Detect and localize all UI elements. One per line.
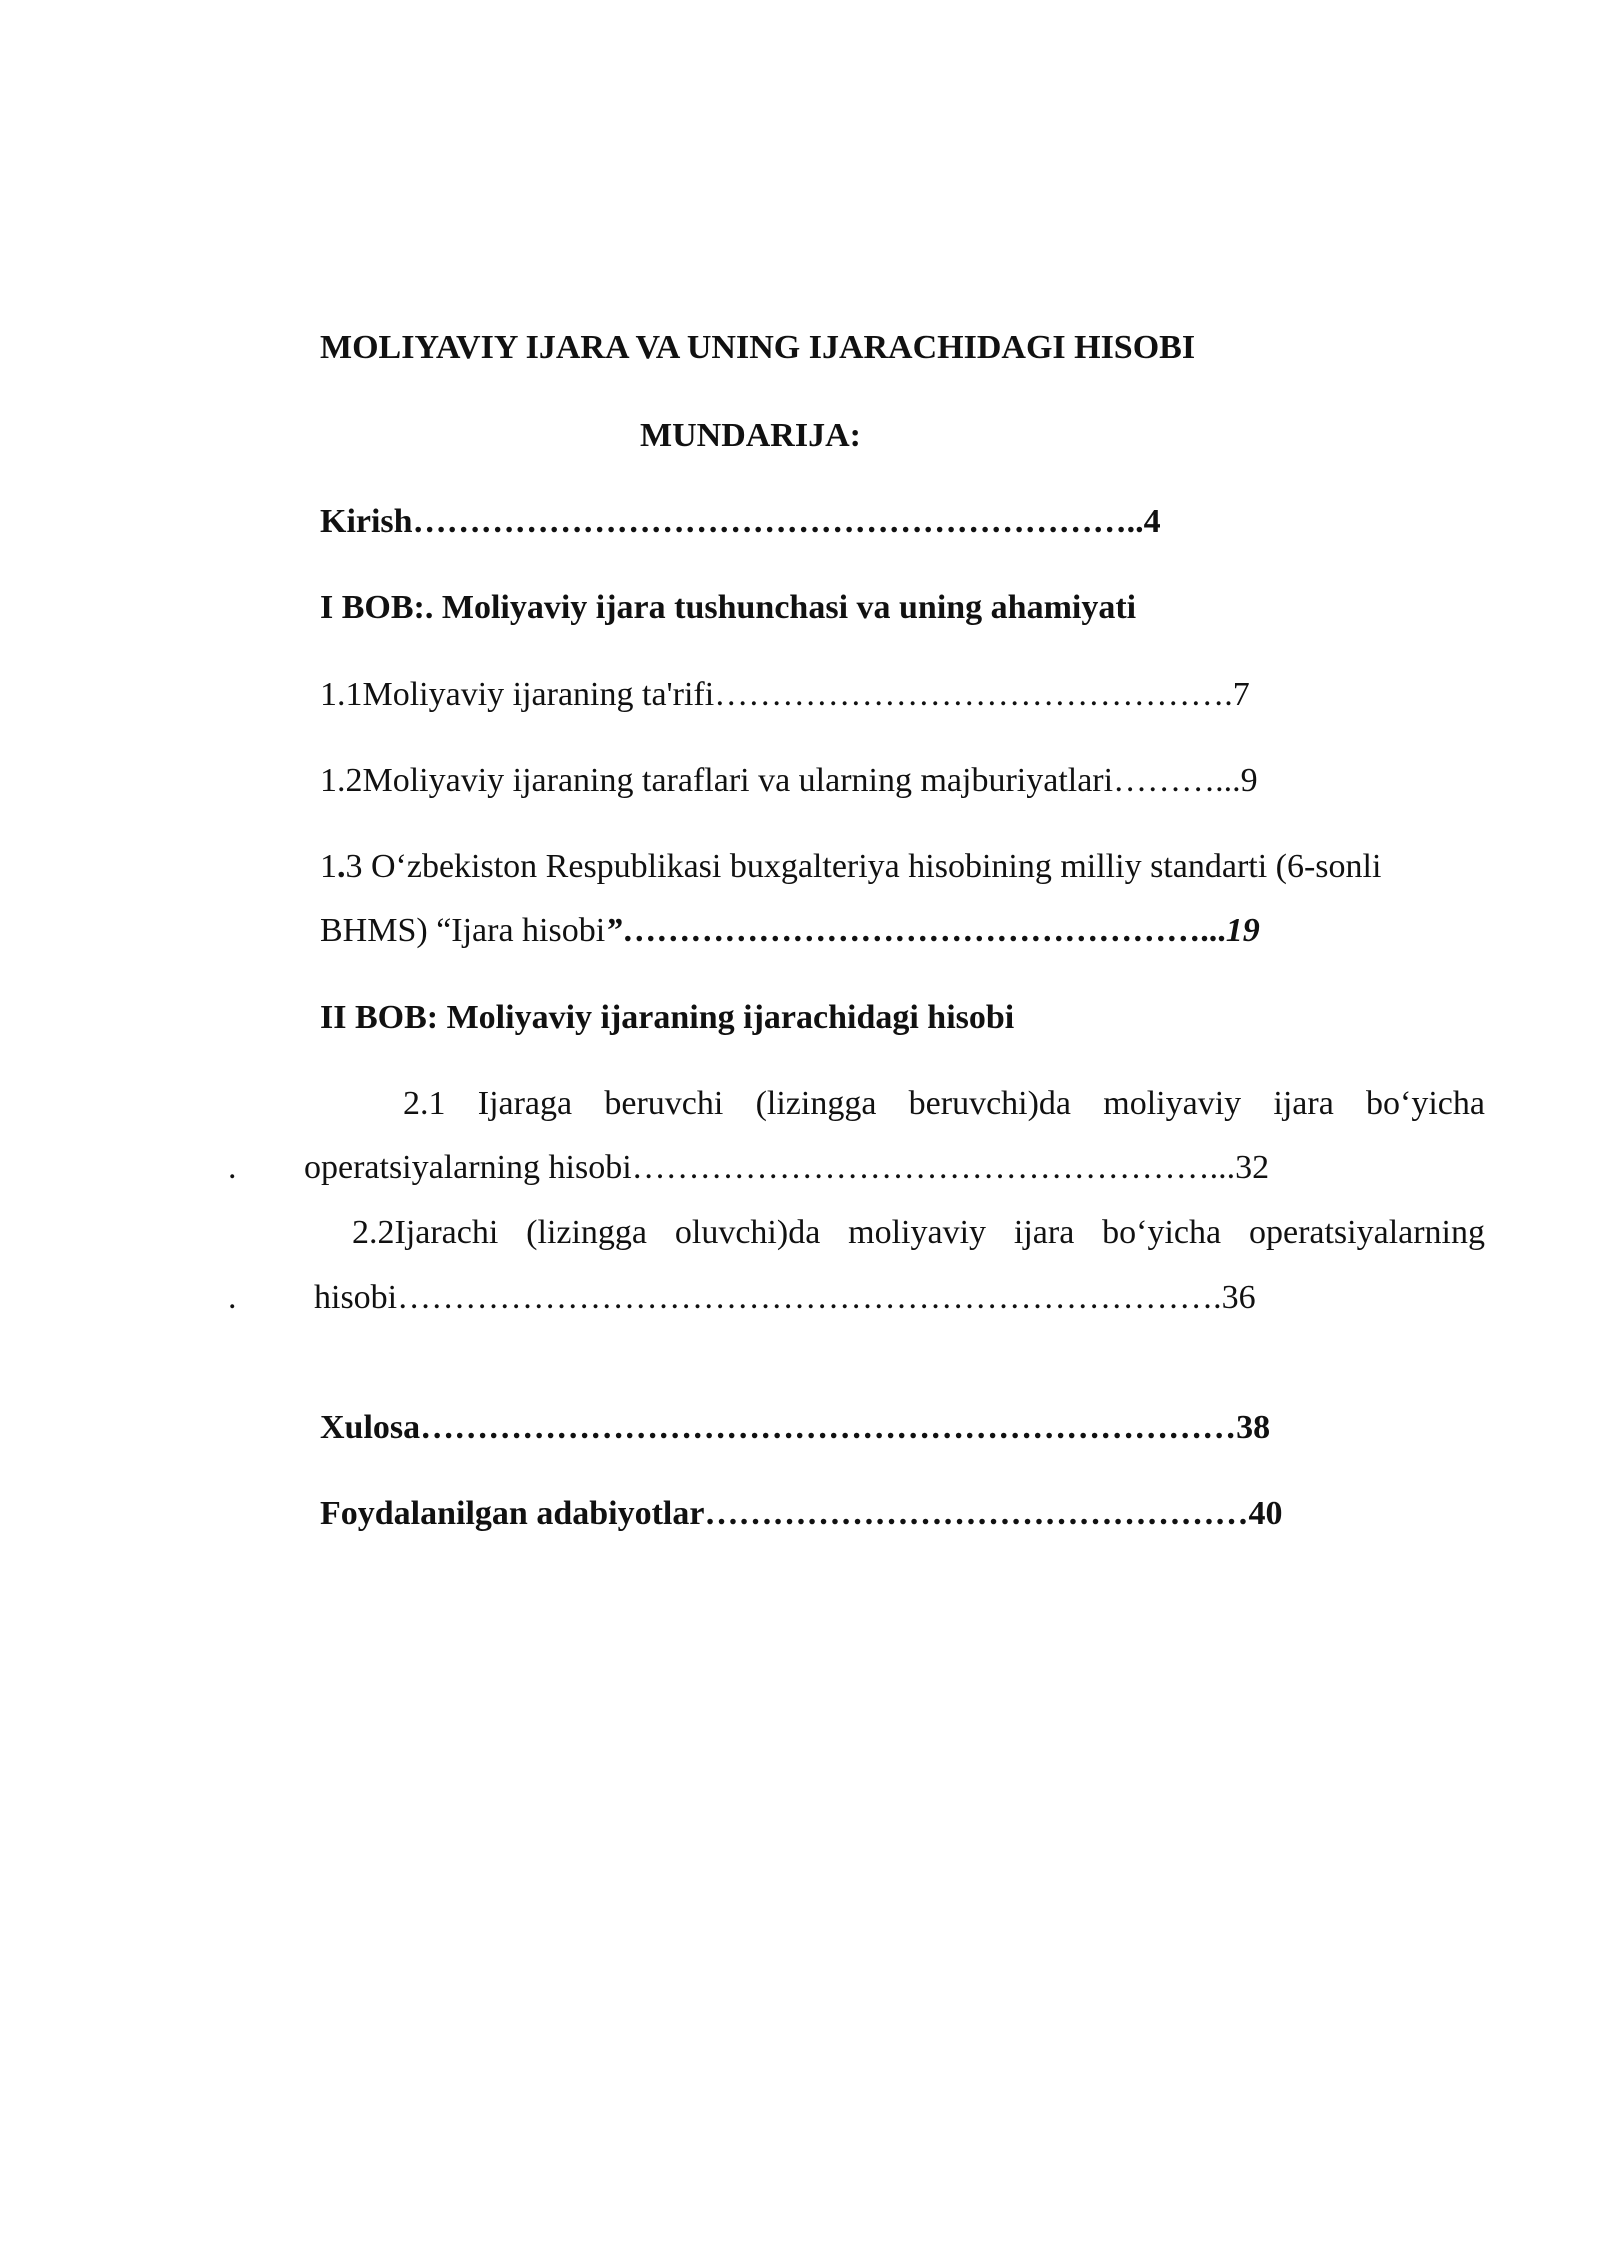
toc-entry-label: 1.1Moliyaviy ijaraning ta'rifi (320, 676, 715, 713)
toc-page-number: 9 (1240, 762, 1258, 799)
list-marker: . (228, 1279, 237, 1316)
toc-leader: ………... (1113, 762, 1241, 799)
toc-page-number: 38 (1236, 1409, 1271, 1446)
toc-entry-quote: ” (605, 912, 623, 949)
toc-chapter-1: I BOB:. Moliyaviy ijara tushunchasi va uning ahamiyati (320, 589, 1137, 626)
toc-entry-number: 1 (320, 848, 337, 885)
toc-entry-label-cont: hisobi (314, 1279, 398, 1316)
toc-heading: MUNDARIJA: (640, 417, 861, 454)
toc-entry-label: Kirish (320, 503, 413, 540)
toc-entry-number-dot: . (337, 848, 346, 885)
toc-leader: ……………………………………………... (622, 912, 1226, 949)
toc-entry-2-2-line2 (314, 1278, 1256, 1318)
toc-entry-label: Foydalanilgan adabiyotlar (320, 1495, 705, 1532)
toc-page-number: 36 (1221, 1279, 1256, 1316)
toc-page-number: 40 (1248, 1495, 1283, 1532)
toc-leader: ………………………………………… (704, 1495, 1249, 1532)
toc-entry-label-cont: operatsiyalarning hisobi (304, 1149, 632, 1186)
toc-entry-references (320, 1494, 1282, 1534)
toc-entry-label: 1.2Moliyaviy ijaraning taraflari va ularning majburiyatlari (320, 762, 1114, 799)
toc-leader: ……………………………………………... (631, 1149, 1236, 1186)
toc-entry-conclusion (320, 1408, 1270, 1448)
toc-page-number: 32 (1235, 1149, 1270, 1186)
toc-page-number: 4 (1143, 503, 1161, 540)
toc-entry-2-1-line2 (304, 1148, 1269, 1188)
toc-entry-1-3-line2 (320, 911, 1260, 951)
toc-entry-1-3-line1 (320, 847, 1381, 887)
toc-chapter-2: II BOB: Moliyaviy ijaraning ijarachidagi hisobi (320, 999, 1015, 1036)
toc-page-number: 19 (1225, 912, 1260, 949)
toc-entry-2-1-line1: 2.1 Ijaraga beruvchi (lizingga beruvchi)da moliyaviy ijara bo‘yicha (403, 1085, 1485, 1122)
toc-entry-1-2 (320, 761, 1258, 801)
toc-leader: ……………………………………………………….. (412, 503, 1144, 540)
toc-page-number: 7 (1232, 676, 1250, 713)
toc-entry-2-2-line1: 2.2Ijarachi (lizingga oluvchi)da moliyaviy ijara bo‘yicha operatsiyalarning (352, 1214, 1485, 1251)
toc-entry-intro (320, 502, 1161, 542)
toc-leader: ………………………………………………………………. (397, 1279, 1222, 1316)
document-title: MOLIYAVIY IJARA VA UNING IJARACHIDAGI HISOBI (320, 329, 1196, 366)
toc-entry-1-1 (320, 675, 1250, 715)
toc-leader: ………………………………………. (714, 676, 1233, 713)
toc-entry-label: 3 O‘zbekiston Respublikasi buxgalteriya hisobining milliy standarti (6-sonli (345, 848, 1382, 885)
list-marker: . (228, 1149, 237, 1186)
toc-leader: ……………………………………………………………… (420, 1409, 1237, 1446)
toc-entry-label-cont: BHMS) “Ijara hisobi (320, 912, 606, 949)
toc-entry-label: Xulosa (320, 1409, 421, 1446)
